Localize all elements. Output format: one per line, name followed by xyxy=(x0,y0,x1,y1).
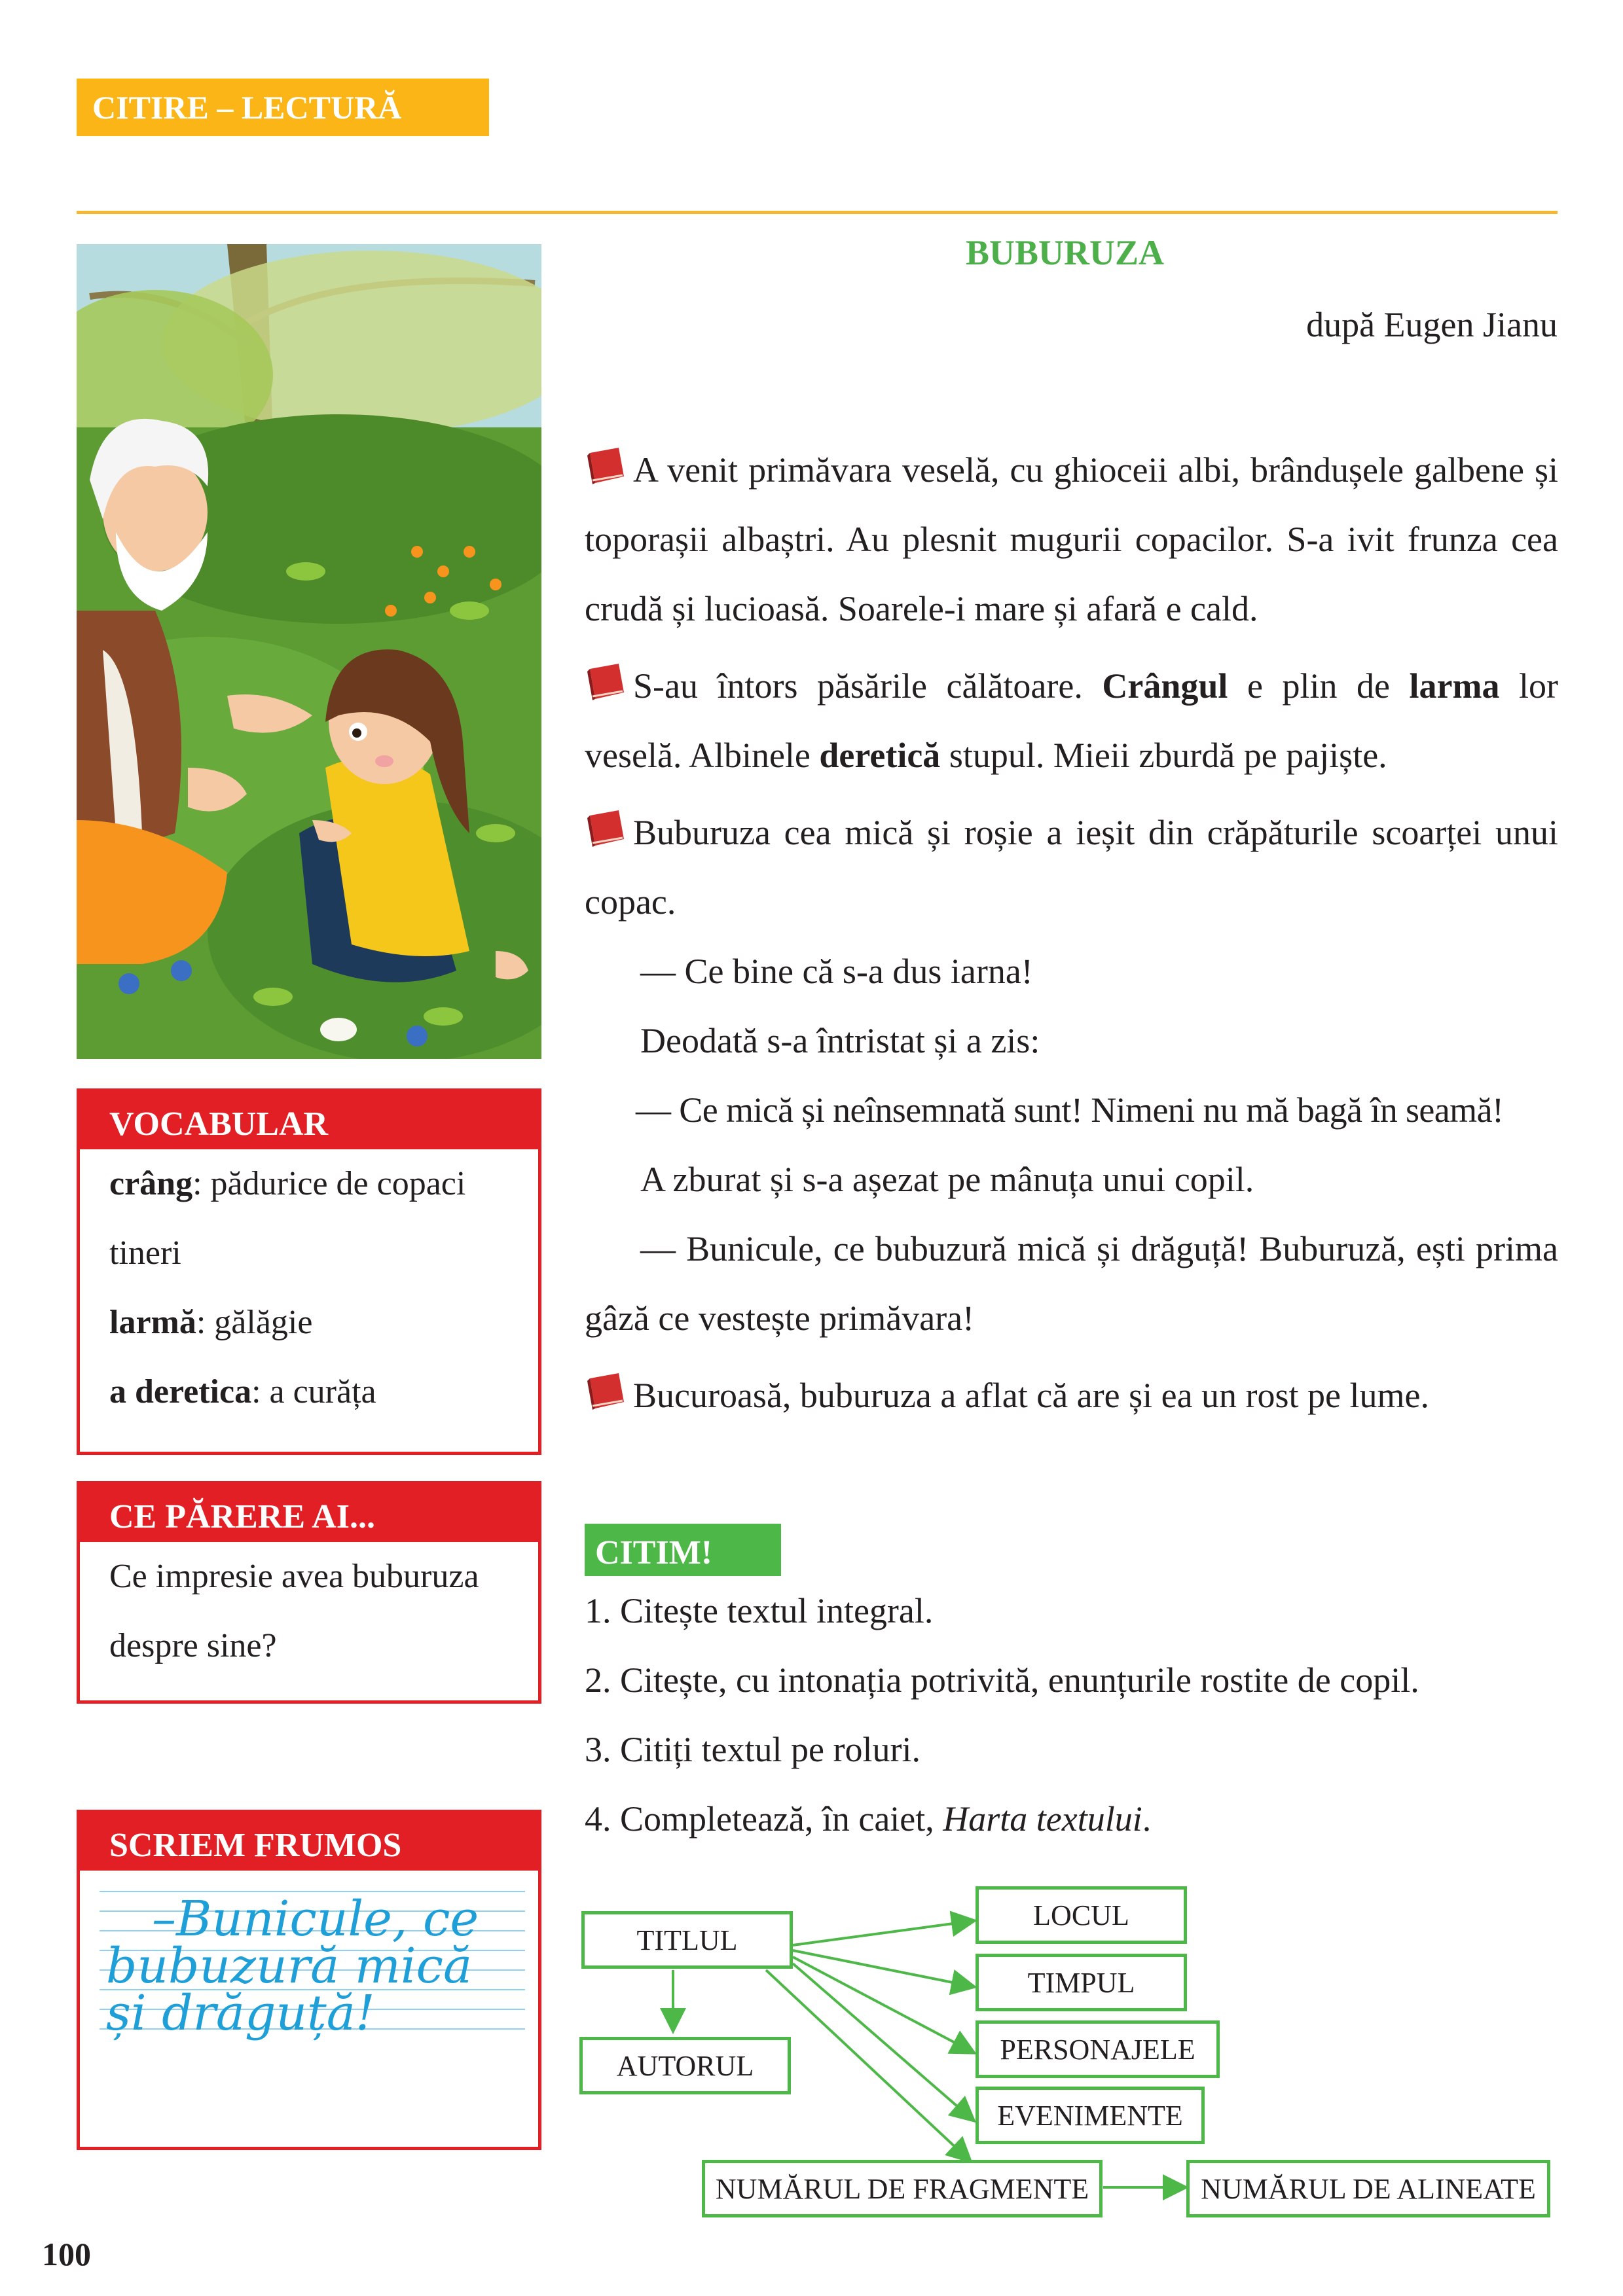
story-title: BUBURUZA xyxy=(966,233,1165,272)
section-tag: CITIRE – LECTURĂ xyxy=(77,79,489,136)
node-personajele: PERSONAJELE xyxy=(976,2020,1220,2078)
task-item: 3. Citiți textul pe roluri. xyxy=(585,1730,921,1769)
dialogue-line: — Bunicule, ce bubuzură mică și drăguță! Buburuză, ești prima gâză ce vestește primăvara! xyxy=(585,1229,1558,1338)
scriem-heading: SCRIEM FRUMOS xyxy=(80,1813,538,1871)
task-item: 4. Completează, în caiet, Harta textului. xyxy=(585,1799,1152,1839)
story-paragraph: Buburuza cea mică și roșie a ieșit din crăpăturile scoarței unui copac. xyxy=(585,798,1558,937)
story-paragraph: A venit primăvara veselă, cu ghioceii albi, brândușele galbene și toporașii albaștri. Au plesnit mugurii copacilor. S-a ivit frunza cea crudă și lucioasă. Soarele-i mare și afară e cald. xyxy=(585,435,1558,643)
story-paragraph: Bucuroasă, buburuza a aflat că are și ea un rost pe lume. xyxy=(585,1361,1558,1430)
vocab-def: : pădurice de copaci tineri xyxy=(109,1165,466,1272)
story-paragraph: S-au întors păsările călătoare. Crângul e plin de larma lor veselă. Albinele deretică stupul. Mieii zburdă pe pajiște. xyxy=(585,651,1558,790)
node-evenimente: EVENIMENTE xyxy=(976,2087,1205,2144)
vocab-term: crâng xyxy=(109,1165,193,1202)
node-titlul: TITLUL xyxy=(581,1911,793,1969)
vocab-def: : a curăța xyxy=(251,1373,376,1410)
node-locul: LOCUL xyxy=(976,1886,1187,1944)
node-alineate: NUMĂRUL DE ALINEATE xyxy=(1186,2160,1550,2217)
node-fragmente: NUMĂRUL DE FRAGMENTE xyxy=(702,2160,1103,2217)
story-author: după Eugen Jianu xyxy=(1306,305,1558,344)
vocab-term: a deretica xyxy=(109,1373,252,1410)
vocabular-heading: VOCABULAR xyxy=(80,1092,538,1149)
citim-heading: CITIM! xyxy=(585,1524,781,1576)
handwriting-line-3: și drăguță! xyxy=(106,1985,375,2041)
narration-line: Deodată s-a întristat și a zis: xyxy=(640,1021,1040,1060)
handwriting-line-1: –Bunicule, ce xyxy=(152,1891,479,1947)
node-autorul: AUTORUL xyxy=(579,2037,791,2094)
vocab-term: larmă xyxy=(109,1304,196,1341)
task-item: 1. Citește textul integral. xyxy=(585,1591,934,1630)
parere-question: Ce impresie avea buburuza despre sine? xyxy=(109,1558,479,1664)
dialogue-line: — Ce mică și neînsemnată sunt! Nimeni nu mă bagă în seamă! xyxy=(636,1090,1504,1130)
vocab-def: : gălăgie xyxy=(196,1304,313,1341)
node-timpul: TIMPUL xyxy=(976,1954,1187,2011)
task-item: 2. Citește, cu intonația potrivită, enunțurile rostite de copil. xyxy=(585,1660,1419,1700)
narration-line: A zburat și s-a așezat pe mânuța unui copil. xyxy=(640,1160,1254,1199)
parere-heading: CE PĂRERE AI... xyxy=(80,1484,538,1542)
dialogue-line: — Ce bine că s-a dus iarna! xyxy=(640,952,1033,991)
page-number: 100 xyxy=(42,2236,91,2272)
handwriting-line-2: bubuzură mică xyxy=(106,1938,473,1994)
